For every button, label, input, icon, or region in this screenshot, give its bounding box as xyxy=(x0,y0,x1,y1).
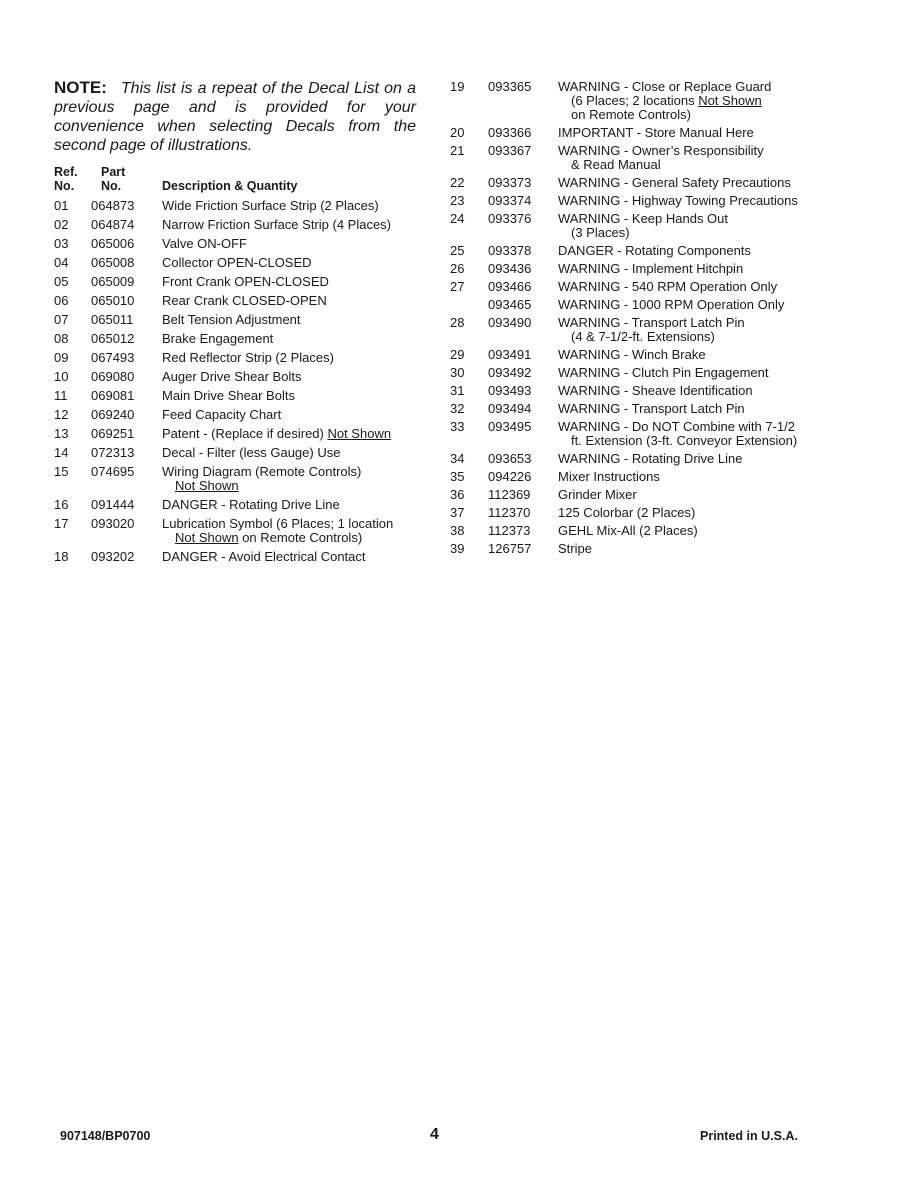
decal-part-number: 069081 xyxy=(91,388,135,403)
decal-description xyxy=(162,517,416,545)
decal-ref: 30 xyxy=(450,365,465,380)
decal-row xyxy=(54,332,416,346)
description-line xyxy=(558,108,820,122)
decal-description xyxy=(558,348,820,362)
decal-row xyxy=(54,256,416,270)
decal-row xyxy=(54,275,416,289)
decal-row xyxy=(450,126,820,140)
decal-row xyxy=(450,420,820,448)
decal-ref: 31 xyxy=(450,383,465,398)
description-text: (3 Places) xyxy=(571,225,630,240)
description-line xyxy=(558,226,820,240)
decal-ref: 10 xyxy=(54,369,69,384)
description-line xyxy=(162,294,416,308)
decal-row xyxy=(450,524,820,538)
decal-part-number: 065008 xyxy=(91,255,135,270)
header-ref-line2: No. xyxy=(54,179,75,193)
description-text: IMPORTANT - Store Manual Here xyxy=(558,125,754,140)
decal-row xyxy=(54,550,416,564)
decal-row xyxy=(450,402,820,416)
description-line xyxy=(558,126,820,140)
decal-row xyxy=(54,351,416,365)
right-column xyxy=(450,78,820,556)
decal-description xyxy=(558,176,820,190)
decal-description xyxy=(162,351,416,365)
decal-part-number: 093365 xyxy=(488,79,532,94)
description-text: Valve ON-OFF xyxy=(162,236,247,251)
decal-description xyxy=(558,420,820,448)
decal-ref: 33 xyxy=(450,419,465,434)
decal-part-number: 093466 xyxy=(488,279,532,294)
decal-part-number: 093495 xyxy=(488,419,532,434)
decal-ref: 14 xyxy=(54,445,69,460)
description-line xyxy=(558,298,820,312)
decal-ref: 02 xyxy=(54,217,69,232)
decal-part-number: 093376 xyxy=(488,211,532,226)
description-text: ft. Extension (3-ft. Conveyor Extension) xyxy=(571,433,798,448)
description-line xyxy=(558,176,820,190)
description-line xyxy=(558,524,820,538)
decal-row xyxy=(450,80,820,122)
description-line xyxy=(162,313,416,327)
decal-part-number: 112370 xyxy=(488,505,531,520)
decal-part-number: 093491 xyxy=(488,347,532,362)
decal-part-number: 093653 xyxy=(488,451,532,466)
decal-ref: 15 xyxy=(54,464,69,479)
header-part xyxy=(91,165,162,193)
decal-row xyxy=(54,446,416,460)
decal-part-number: 093367 xyxy=(488,143,532,158)
decal-ref: 04 xyxy=(54,255,69,270)
decal-part-number: 093374 xyxy=(488,193,532,208)
description-line xyxy=(162,199,416,213)
description-text: Belt Tension Adjustment xyxy=(162,312,301,327)
decal-row xyxy=(450,280,820,294)
decal-description xyxy=(558,452,820,466)
decal-row xyxy=(54,427,416,441)
note-text: This list is a repeat of the Decal List on a previous page and is provided for your convenience when selecting Decals from the second page of illustrations. xyxy=(54,80,416,154)
decal-description xyxy=(162,275,416,289)
decal-ref: 06 xyxy=(54,293,69,308)
description-text: WARNING - Transport Latch Pin xyxy=(558,315,745,330)
decal-row xyxy=(54,389,416,403)
description-text: Decal - Filter (less Gauge) Use xyxy=(162,445,341,460)
decal-part-number: 093494 xyxy=(488,401,532,416)
description-line xyxy=(558,506,820,520)
decal-row xyxy=(450,244,820,258)
description-line xyxy=(162,275,416,289)
decal-row xyxy=(54,498,416,512)
not-shown-note: Not Shown xyxy=(698,93,762,108)
description-line xyxy=(162,427,416,441)
description-line xyxy=(558,158,820,172)
description-text: WARNING - Close or Replace Guard xyxy=(558,79,772,94)
description-text: (6 Places; 2 locations xyxy=(571,93,699,108)
decal-part-number: 093490 xyxy=(488,315,532,330)
decal-part-number: 093366 xyxy=(488,125,532,140)
decal-description xyxy=(162,332,416,346)
description-text: WARNING - Do NOT Combine with 7-1/2 xyxy=(558,419,795,434)
decal-row xyxy=(54,408,416,422)
decal-ref: 16 xyxy=(54,497,69,512)
note-paragraph xyxy=(54,78,416,155)
description-text: WARNING - Winch Brake xyxy=(558,347,706,362)
decal-description xyxy=(162,370,416,384)
decal-description xyxy=(558,470,820,484)
decal-part-number: 065011 xyxy=(91,312,134,327)
decal-ref: 17 xyxy=(54,516,69,531)
description-text: Auger Drive Shear Bolts xyxy=(162,369,302,384)
description-line xyxy=(558,420,820,434)
decal-description xyxy=(162,389,416,403)
decal-row xyxy=(54,294,416,308)
description-text: DANGER - Rotating Drive Line xyxy=(162,497,340,512)
decal-description xyxy=(558,80,820,122)
left-decal-list xyxy=(54,199,416,564)
description-text: Red Reflector Strip (2 Places) xyxy=(162,350,334,365)
decal-part-number: 091444 xyxy=(91,497,135,512)
decal-ref: 23 xyxy=(450,193,465,208)
decal-part-number: 093378 xyxy=(488,243,532,258)
description-line xyxy=(162,446,416,460)
decal-ref: 09 xyxy=(54,350,69,365)
decal-description xyxy=(558,298,820,312)
decal-row xyxy=(450,384,820,398)
decal-description xyxy=(558,194,820,208)
decal-ref: 25 xyxy=(450,243,465,258)
decal-part-number: 067493 xyxy=(91,350,135,365)
decal-part-number: 093020 xyxy=(91,516,135,531)
decal-row xyxy=(450,348,820,362)
decal-row xyxy=(54,199,416,213)
decal-row xyxy=(54,370,416,384)
decal-ref: 37 xyxy=(450,505,465,520)
decal-ref: 27 xyxy=(450,279,465,294)
description-text: Feed Capacity Chart xyxy=(162,407,282,422)
description-text: GEHL Mix-All (2 Places) xyxy=(558,523,698,538)
description-line xyxy=(558,470,820,484)
decal-ref: 18 xyxy=(54,549,69,564)
decal-row xyxy=(450,316,820,344)
decal-row xyxy=(450,194,820,208)
decal-description xyxy=(558,488,820,502)
decal-description xyxy=(558,506,820,520)
description-text: Grinder Mixer xyxy=(558,487,637,502)
decal-description xyxy=(558,126,820,140)
decal-description xyxy=(162,465,416,493)
description-text: DANGER - Rotating Components xyxy=(558,243,751,258)
decal-row xyxy=(450,470,820,484)
description-line xyxy=(558,488,820,502)
decal-part-number: 093465 xyxy=(488,297,532,312)
decal-row xyxy=(450,488,820,502)
description-line xyxy=(558,542,820,556)
decal-ref: 13 xyxy=(54,426,69,441)
header-part-line2: No. xyxy=(101,179,122,193)
decal-description xyxy=(162,218,416,232)
decal-ref: 22 xyxy=(450,175,465,190)
description-line xyxy=(558,80,820,94)
not-shown-note: Not Shown xyxy=(175,478,239,493)
decal-part-number: 065010 xyxy=(91,293,135,308)
decal-part-number: 112369 xyxy=(488,487,531,502)
decal-description xyxy=(162,199,416,213)
decal-description xyxy=(162,446,416,460)
decal-row xyxy=(54,517,416,545)
decal-part-number: 065012 xyxy=(91,331,135,346)
description-text: WARNING - Implement Hitchpin xyxy=(558,261,744,276)
decal-description xyxy=(162,550,416,564)
description-text: WARNING - Rotating Drive Line xyxy=(558,451,743,466)
decal-part-number: 065006 xyxy=(91,236,135,251)
decal-description xyxy=(558,524,820,538)
decal-description xyxy=(162,427,416,441)
description-text: Front Crank OPEN-CLOSED xyxy=(162,274,329,289)
not-shown-note: Not Shown xyxy=(327,426,392,441)
description-line xyxy=(162,479,416,493)
decal-part-number: 072313 xyxy=(91,445,135,460)
decal-ref: 11 xyxy=(54,388,68,403)
decal-description xyxy=(558,316,820,344)
left-column xyxy=(54,78,416,564)
header-description: Description & Quantity xyxy=(162,179,298,193)
decal-ref: 32 xyxy=(450,401,465,416)
footer-printed: Printed in U.S.A. xyxy=(700,1129,798,1143)
description-line xyxy=(558,434,820,448)
description-line xyxy=(558,452,820,466)
description-line xyxy=(558,212,820,226)
decal-ref xyxy=(450,298,488,312)
description-line xyxy=(162,237,416,251)
header-part-line1: Part xyxy=(101,165,126,179)
decal-ref: 28 xyxy=(450,315,465,330)
description-text: Wiring Diagram (Remote Controls) xyxy=(162,464,362,479)
description-text: Collector OPEN-CLOSED xyxy=(162,255,312,270)
description-text: WARNING - Keep Hands Out xyxy=(558,211,729,226)
decal-row xyxy=(450,298,820,312)
decal-part-number: 065009 xyxy=(91,274,135,289)
decal-row xyxy=(450,542,820,556)
description-text: WARNING - Highway Towing Precautions xyxy=(558,193,798,208)
description-text: WARNING - Transport Latch Pin xyxy=(558,401,745,416)
decal-row xyxy=(450,176,820,190)
decal-part-number: 074695 xyxy=(91,464,135,479)
description-line xyxy=(558,402,820,416)
decal-description xyxy=(558,280,820,294)
decal-row xyxy=(54,218,416,232)
description-line xyxy=(162,351,416,365)
decal-part-number: 093492 xyxy=(488,365,532,380)
description-text: Brake Engagement xyxy=(162,331,274,346)
decal-ref: 20 xyxy=(450,125,465,140)
decal-ref: 19 xyxy=(450,79,465,94)
decal-ref: 21 xyxy=(450,143,465,158)
description-line xyxy=(558,384,820,398)
description-text: on Remote Controls) xyxy=(571,107,691,122)
decal-description xyxy=(162,256,416,270)
description-line xyxy=(162,408,416,422)
description-text: Wide Friction Surface Strip (2 Places) xyxy=(162,198,379,213)
right-decal-list xyxy=(450,80,820,556)
description-text: Rear Crank CLOSED-OPEN xyxy=(162,293,327,308)
decal-ref: 34 xyxy=(450,451,465,466)
decal-row xyxy=(450,262,820,276)
description-text: Stripe xyxy=(558,541,592,556)
decal-row xyxy=(450,144,820,172)
decal-ref: 36 xyxy=(450,487,465,502)
decal-ref: 07 xyxy=(54,312,69,327)
decal-description xyxy=(162,237,416,251)
description-text: 125 Colorbar (2 Places) xyxy=(558,505,696,520)
header-ref-line1: Ref. xyxy=(54,165,78,179)
description-line xyxy=(558,194,820,208)
decal-part-number: 064873 xyxy=(91,198,135,213)
description-text: WARNING - 1000 RPM Operation Only xyxy=(558,297,785,312)
description-line xyxy=(162,389,416,403)
description-text: on Remote Controls) xyxy=(238,530,363,545)
decal-row xyxy=(450,452,820,466)
decal-ref: 03 xyxy=(54,236,69,251)
decal-row xyxy=(54,313,416,327)
decal-part-number: 093202 xyxy=(91,549,135,564)
decal-part-number: 126757 xyxy=(488,541,532,556)
decal-ref: 39 xyxy=(450,541,465,556)
decal-ref: 05 xyxy=(54,274,69,289)
description-line xyxy=(558,366,820,380)
decal-part-number: 069240 xyxy=(91,407,135,422)
decal-part-number: 064874 xyxy=(91,217,135,232)
description-line xyxy=(558,348,820,362)
decal-description xyxy=(558,384,820,398)
decal-row xyxy=(54,465,416,493)
description-text: & Read Manual xyxy=(571,157,661,172)
decal-row xyxy=(450,366,820,380)
description-line xyxy=(162,332,416,346)
decal-ref: 29 xyxy=(450,347,465,362)
decal-part-number: 093493 xyxy=(488,383,532,398)
description-line xyxy=(162,517,416,531)
description-text: WARNING - Owner’s Responsibility xyxy=(558,143,764,158)
description-text: Narrow Friction Surface Strip (4 Places) xyxy=(162,217,392,232)
description-line xyxy=(558,280,820,294)
decal-ref: 24 xyxy=(450,211,465,226)
description-text: Lubrication Symbol (6 Places; 1 location xyxy=(162,516,394,531)
decal-description xyxy=(558,366,820,380)
decal-ref: 35 xyxy=(450,469,465,484)
description-line xyxy=(558,262,820,276)
decal-part-number: 069080 xyxy=(91,369,135,384)
decal-part-number: 093436 xyxy=(488,261,532,276)
decal-description xyxy=(162,313,416,327)
description-line xyxy=(162,498,416,512)
decal-description xyxy=(162,294,416,308)
decal-description xyxy=(162,498,416,512)
description-line xyxy=(162,465,416,479)
footer-page-number: 4 xyxy=(430,1126,439,1143)
decal-part-number: 112373 xyxy=(488,523,531,538)
decal-row xyxy=(54,237,416,251)
description-text: Main Drive Shear Bolts xyxy=(162,388,295,403)
footer-doc-number: 907148/BP0700 xyxy=(60,1129,151,1143)
description-text: (4 & 7-1/2-ft. Extensions) xyxy=(571,329,715,344)
description-line xyxy=(558,144,820,158)
decal-description xyxy=(558,212,820,240)
note-label: NOTE: xyxy=(54,78,107,97)
description-text: WARNING - Clutch Pin Engagement xyxy=(558,365,769,380)
decal-row xyxy=(450,212,820,240)
description-line xyxy=(162,531,416,545)
decal-description xyxy=(558,262,820,276)
decal-row xyxy=(450,506,820,520)
description-line xyxy=(558,94,820,108)
decal-part-number: 093373 xyxy=(488,175,532,190)
description-line xyxy=(558,330,820,344)
description-line xyxy=(162,218,416,232)
decal-ref: 01 xyxy=(54,198,69,213)
description-text: Mixer Instructions xyxy=(558,469,660,484)
decal-part-number: 094226 xyxy=(488,469,532,484)
decal-part-number: 069251 xyxy=(91,426,135,441)
description-line xyxy=(162,370,416,384)
description-text: DANGER - Avoid Electrical Contact xyxy=(162,549,366,564)
description-text: Patent - (Replace if desired) xyxy=(162,426,328,441)
decal-description xyxy=(558,244,820,258)
description-text: WARNING - General Safety Precautions xyxy=(558,175,791,190)
description-text: WARNING - Sheave Identification xyxy=(558,383,753,398)
description-line xyxy=(558,316,820,330)
decal-ref: 08 xyxy=(54,331,69,346)
description-line xyxy=(558,244,820,258)
decal-ref: 38 xyxy=(450,523,465,538)
decal-ref: 26 xyxy=(450,261,465,276)
decal-description xyxy=(558,542,820,556)
description-line xyxy=(162,550,416,564)
description-text: WARNING - 540 RPM Operation Only xyxy=(558,279,778,294)
decal-description xyxy=(162,408,416,422)
not-shown-note: Not Shown xyxy=(175,530,239,545)
header-ref xyxy=(54,165,91,193)
decal-ref: 12 xyxy=(54,407,69,422)
description-line xyxy=(162,256,416,270)
decal-description xyxy=(558,402,820,416)
table-header xyxy=(54,165,416,193)
decal-description xyxy=(558,144,820,172)
